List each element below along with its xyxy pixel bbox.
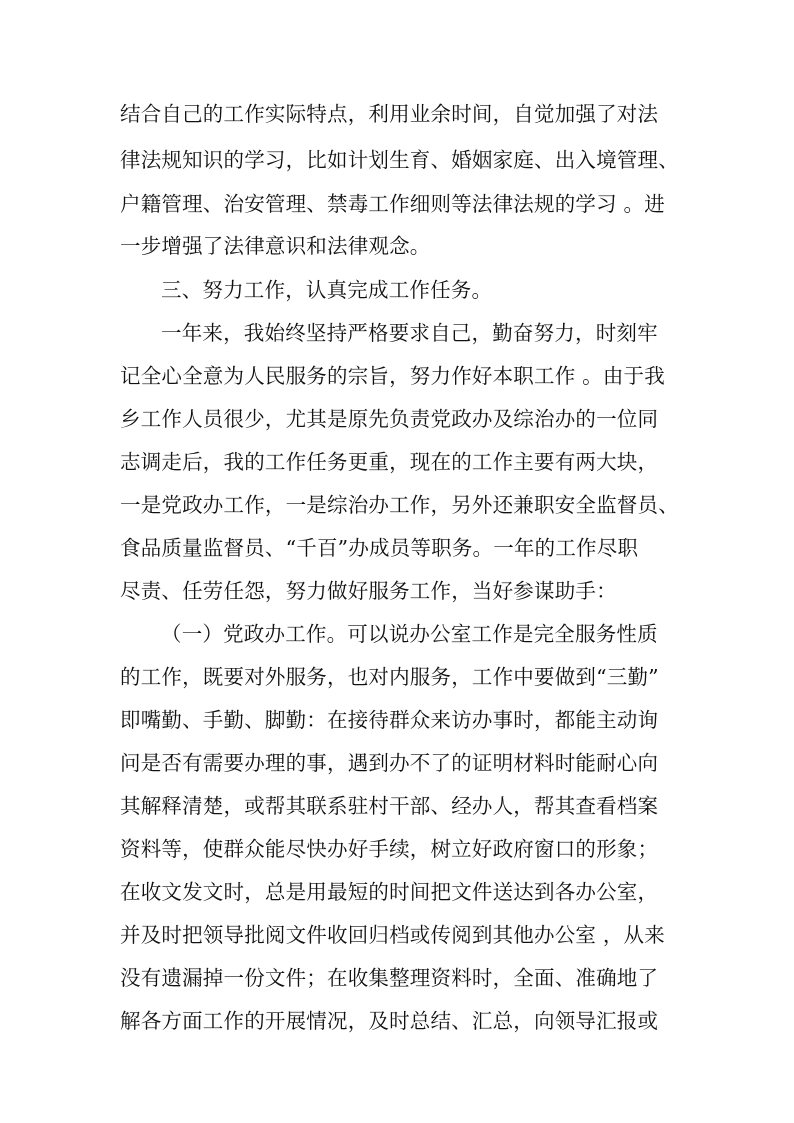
subsection-heading: （一）党政办工作。可以说办公室工作是完全服务性质 — [161, 622, 658, 646]
text-line: 一年来，我始终坚持严格要求自己，勤奋努力，时刻牢 — [161, 321, 658, 345]
text-line: 乡工作人员很少，尤其是原先负责党政办及综治办的一位同 — [120, 407, 659, 431]
text-line: 尽责、任劳任怨，努力做好服务工作，当好参谋助手： — [120, 579, 617, 603]
text-line: 食品质量监督员、“千百”办成员等职务。一年的工作尽职 — [120, 536, 639, 560]
text-line: 即嘴勤、手勤、脚勤：在接待群众来访办事时，都能主动询 — [120, 708, 659, 732]
text-line: 没有遗漏掉一份文件；在收集整理资料时，全面、准确地了 — [120, 966, 659, 990]
text-line: 在收文发文时，总是用最短的时间把文件送达到各办公室， — [120, 880, 659, 904]
text-line: 问是否有需要办理的事，遇到办不了的证明材料时能耐心向 — [120, 751, 659, 775]
text-line: 并及时把领导批阅文件收回归档或传阅到其他办公室 ，从来 — [120, 923, 665, 947]
text-line: 资料等，使群众能尽快办好手续，树立好政府窗口的形象； — [120, 837, 659, 861]
text-line: 律法规知识的学习，比如计划生育、婚姻家庭、出入境管理、 — [120, 148, 679, 172]
section-heading: 三、努力工作，认真完成工作任务。 — [161, 278, 493, 302]
text-line: 的工作，既要对外服务，也对内服务，工作中要做到“三勤” — [120, 665, 659, 689]
text-line: 其解释清楚，或帮其联系驻村干部、经办人，帮其查看档案 — [120, 794, 659, 818]
text-line: 解各方面工作的开展情况，及时总结、汇总，向领导汇报或 — [120, 1009, 659, 1033]
text-line: 一是党政办工作，一是综治办工作，另外还兼职安全监督员、 — [120, 493, 679, 517]
text-line: 结合自己的工作实际特点，利用业余时间，自觉加强了对法 — [120, 102, 659, 126]
text-line: 记全心全意为人民服务的宗旨，努力作好本职工作 。由于我 — [120, 364, 665, 388]
text-line: 志调走后，我的工作任务更重，现在的工作主要有两大块， — [120, 450, 659, 474]
text-line: 一步增强了法律意识和法律观念。 — [120, 234, 431, 258]
text-line: 户籍管理、治安管理、禁毒工作细则等法律法规的学习 。进 — [120, 192, 665, 216]
